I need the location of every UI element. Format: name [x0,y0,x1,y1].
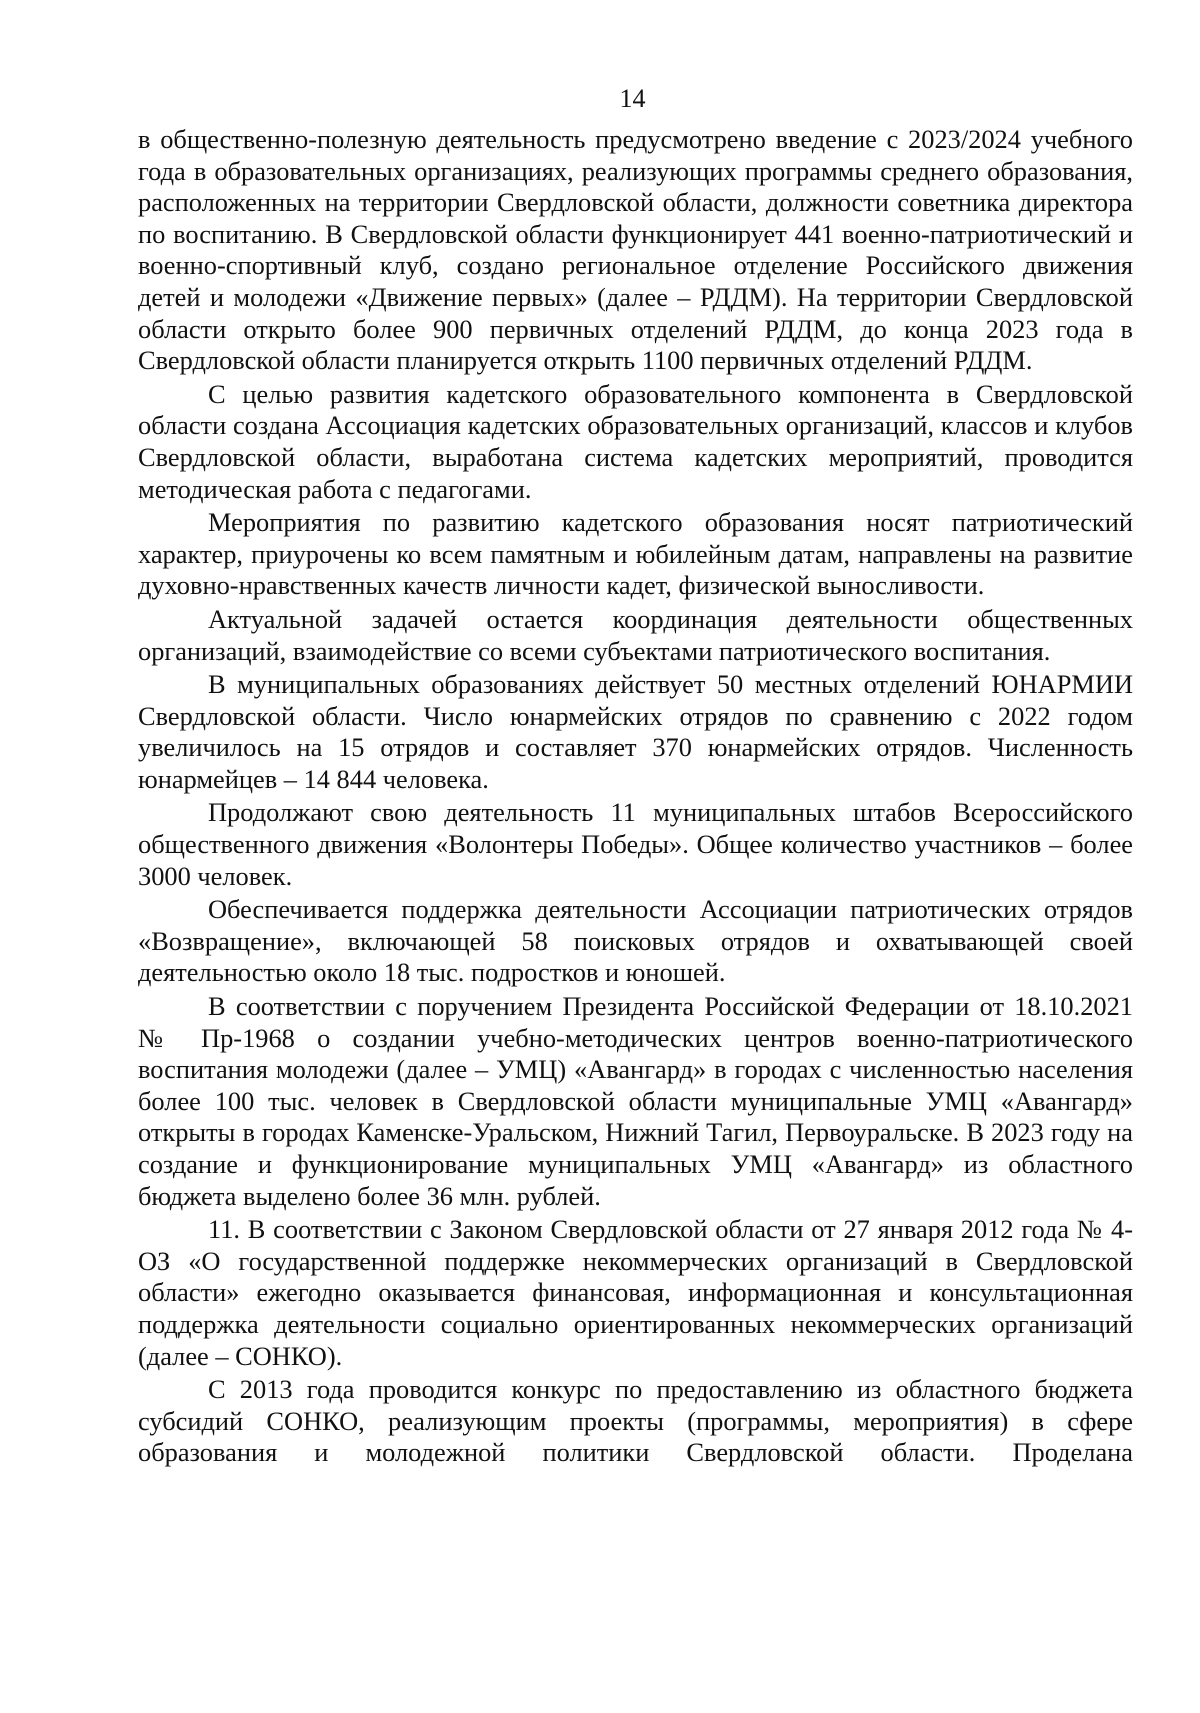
paragraph-6: Продолжают свою деятельность 11 муниципальных штабов Всероссийского общественного движения «Волонтеры Победы». Общее количество участников – более 3000 человек. [138,797,1133,891]
paragraph-10: С 2013 года проводится конкурс по предоставлению из областного бюджета субсидий СОНКО, реализующим проекты (программы, мероприятия) в сфере образования и молодежной политики Свердловской области. Проделана [138,1374,1133,1468]
paragraph-4: Актуальной задачей остается координация деятельности общественных организаций, взаимодействие со всеми субъектами патриотического воспитания. [138,603,1133,666]
paragraph-8: В соответствии с поручением Президента Российской Федерации от 18.10.2021 № Пр-1968 о создании учебно-методических центров военно-патриотического воспитания молодежи (далее – УМЦ) «Авангард» в городах с численностью населения более 100 тыс. человек в Свердловской области муниципальные УМЦ «Авангард» открыты в городах Каменске-Уральском, Нижний Тагил, Первоуральске. В 2023 году на создание и функционирование муниципальных УМЦ «Авангард» из областного бюджета выделено более 36 млн. рублей. [138,991,1133,1211]
document-body [138,124,1133,1471]
paragraph-2: С целью развития кадетского образовательного компонента в Свердловской области создана Ассоциация кадетских образовательных организаций, классов и клубов Свердловской области, выработана система кадетских мероприятий, проводится методическая работа с педагогами. [138,378,1133,504]
paragraph-5: В муниципальных образованиях действует 50 местных отделений ЮНАРМИИ Свердловской области. Число юнармейских отрядов по сравнению с 2022 годом увеличилось на 15 отрядов и составляет 370 юнармейских отрядов. Численность юнармейцев – 14 844 человека. [138,669,1133,794]
paragraph-7: Обеспечивается поддержка деятельности Ассоциации патриотических отрядов «Возвращение», включающей 58 поисковых отрядов и охватывающей своей деятельностью около 18 тыс. подростков и юношей. [138,894,1133,988]
page-number: 14 [619,84,646,113]
paragraph-1: в общественно-полезную деятельность предусмотрено введение с 2023/2024 учебного года в образовательных организациях, реализующих программы среднего образования, расположенных на территории Свердловской области, должности советника директора по воспитанию. В Свердловской области функционирует 441 военно-патриотический и военно-спортивный клуб, создано региональное отделение Российского движения детей и молодежи «Движение первых» (далее – РДДМ). На территории Свердловской области открыто более 900 первичных отделений РДДМ, до конца 2023 года в Свердловской области планируется открыть 1100 первичных отделений РДДМ. [138,124,1133,376]
paragraph-3: Мероприятия по развитию кадетского образования носят патриотический характер, приурочены ко всем памятным и юбилейным датам, направлены на развитие духовно-нравственных качеств личности кадет, физической выносливости. [138,507,1133,601]
paragraph-9: 11. В соответствии с Законом Свердловской области от 27 января 2012 года № 4-ОЗ «О государственной поддержке некоммерческих организаций в Свердловской области» ежегодно оказывается финансовая, информационная и консультационная поддержка деятельности социально ориентированных некоммерческих организаций (далее – СОНКО). [138,1214,1133,1371]
